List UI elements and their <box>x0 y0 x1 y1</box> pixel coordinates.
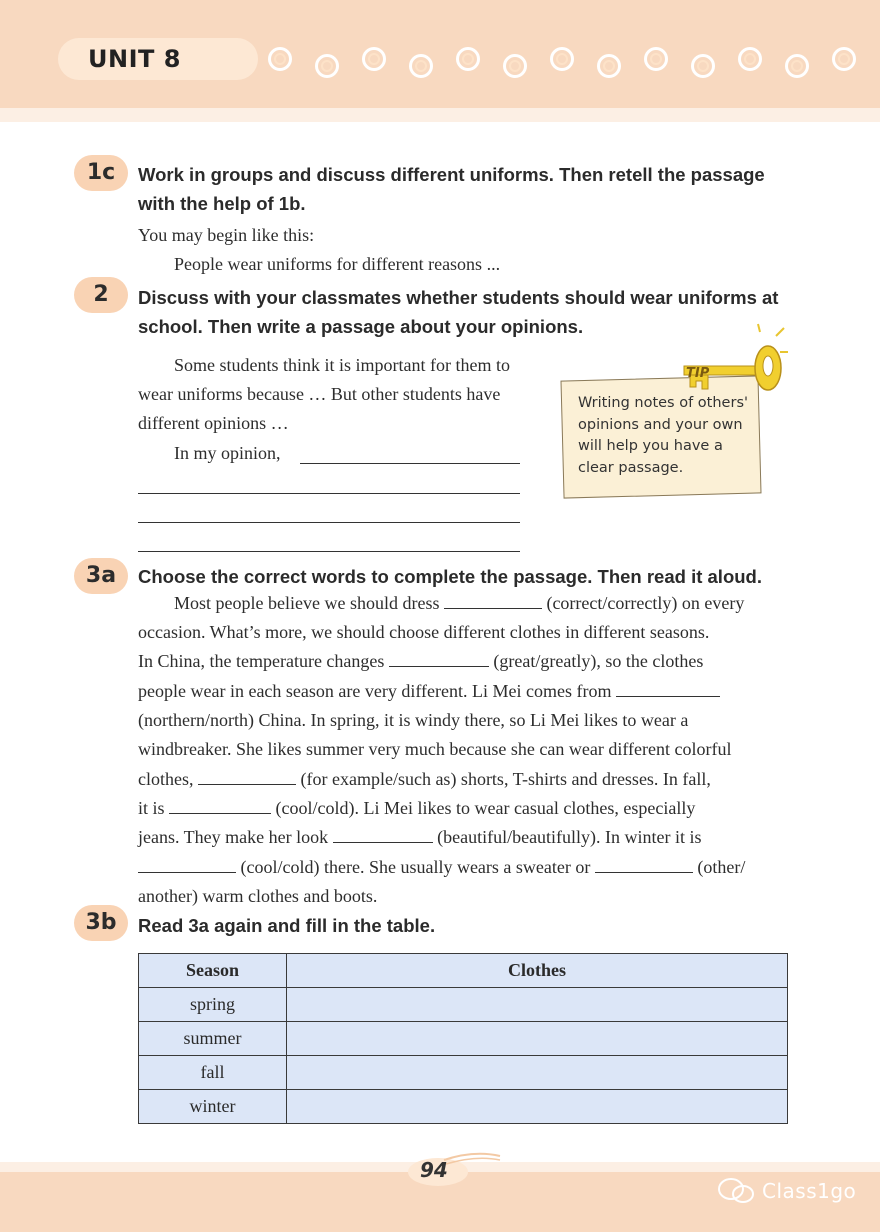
passage-3a-line: (northern/north) China. In spring, it is windy there, so Li Mei likes to wear a <box>138 710 689 730</box>
ring-decoration <box>738 47 762 71</box>
badge-3a: 3a <box>74 558 128 594</box>
season-cell: spring <box>139 988 287 1022</box>
ring-decoration <box>268 47 292 71</box>
season-cell: winter <box>139 1090 287 1124</box>
ring-decoration <box>550 47 574 71</box>
watermark: Class1go <box>762 1179 857 1203</box>
clothes-cell[interactable] <box>287 988 788 1022</box>
page-number: 94 <box>420 1158 448 1182</box>
passage-3a-line: windbreaker. She likes summer very much because she can wear different colorful <box>138 739 732 759</box>
writing-line[interactable] <box>138 551 520 552</box>
table-row <box>139 1022 788 1056</box>
instruction-1c-line1: Work in groups and discuss different uniforms. Then retell the passage <box>138 164 765 185</box>
writing-line[interactable] <box>138 522 520 523</box>
instruction-2-line1: Discuss with your classmates whether students should wear uniforms at <box>138 287 779 308</box>
passage-3a-line: clothes, (for example/such as) shorts, T-shirts and dresses. In fall, <box>138 765 788 794</box>
season-cell: summer <box>139 1022 287 1056</box>
answer-blank[interactable] <box>616 678 720 697</box>
clothes-cell[interactable] <box>287 1022 788 1056</box>
answer-blank[interactable] <box>444 590 542 609</box>
header-clothes: Clothes <box>287 954 788 988</box>
hint-1c: You may begin like this: <box>138 225 315 245</box>
ring-decoration <box>315 54 339 78</box>
ring-decoration <box>362 47 386 71</box>
ring-decoration <box>409 54 433 78</box>
passage-3a-line: it is (cool/cold). Li Mei likes to wear casual clothes, especially <box>138 794 788 823</box>
passage-3a-line: jeans. They make her look (beautiful/beautifully). In winter it is <box>138 823 788 852</box>
answer-blank[interactable] <box>595 854 693 873</box>
passage-3a-line: Most people believe we should dress (correct/correctly) on every <box>174 589 788 618</box>
season-cell: fall <box>139 1056 287 1090</box>
clothes-cell[interactable] <box>287 1090 788 1124</box>
passage-3a-line: In China, the temperature changes (great/greatly), so the clothes <box>138 647 788 676</box>
season-clothes-table <box>138 953 788 1124</box>
instruction-2-line2: school. Then write a passage about your opinions. <box>138 316 584 337</box>
instruction-3a: Choose the correct words to complete the passage. Then read it aloud. <box>138 566 762 587</box>
ring-decoration <box>691 54 715 78</box>
passage-3a-line: (cool/cold) there. She usually wears a sweater or (other/ <box>138 853 788 882</box>
badge-1c: 1c <box>74 155 128 191</box>
passage-3a-line: people wear in each season are very different. Li Mei comes from <box>138 677 788 706</box>
answer-blank[interactable] <box>198 766 296 785</box>
writing-line[interactable] <box>300 463 520 464</box>
passage-3a-line: occasion. What’s more, we should choose different clothes in different seasons. <box>138 622 710 642</box>
ring-decoration <box>785 54 809 78</box>
tip-text: Writing notes of others' opinions and your own will help you have a clear passage. <box>578 395 748 476</box>
badge-3b: 3b <box>74 905 128 941</box>
instruction-1c-line2: with the help of 1b. <box>138 193 306 214</box>
writing-line[interactable] <box>138 493 520 494</box>
passage-2-line: Some students think it is important for them to <box>174 355 510 375</box>
instruction-3b: Read 3a again and fill in the table. <box>138 915 436 936</box>
answer-blank[interactable] <box>138 854 236 873</box>
ring-decoration <box>503 54 527 78</box>
table-row <box>139 1090 788 1124</box>
badge-2: 2 <box>74 277 128 313</box>
ring-decoration <box>456 47 480 71</box>
answer-blank[interactable] <box>169 795 271 814</box>
table-row <box>139 1056 788 1090</box>
passage-2-line: In my opinion, <box>174 443 281 463</box>
chat-icon <box>716 1176 756 1206</box>
answer-blank[interactable] <box>333 824 433 843</box>
starter-1c: People wear uniforms for different reasons ... <box>174 254 501 274</box>
table-row <box>139 988 788 1022</box>
key-icon <box>680 322 790 394</box>
passage-2-line: different opinions … <box>138 413 289 433</box>
ring-decoration <box>644 47 668 71</box>
passage-2-line: wear uniforms because … But other students have <box>138 384 501 404</box>
header-strip <box>0 108 880 122</box>
header-season: Season <box>139 954 287 988</box>
unit-title: UNIT 8 <box>88 45 181 73</box>
table-header-row <box>139 954 788 988</box>
clothes-cell[interactable] <box>287 1056 788 1090</box>
ring-decoration <box>597 54 621 78</box>
tip-label: TIP <box>686 366 710 381</box>
page-number-swoosh-icon <box>404 1150 504 1190</box>
ring-decoration <box>832 47 856 71</box>
passage-3a-line: another) warm clothes and boots. <box>138 886 378 906</box>
answer-blank[interactable] <box>389 648 489 667</box>
